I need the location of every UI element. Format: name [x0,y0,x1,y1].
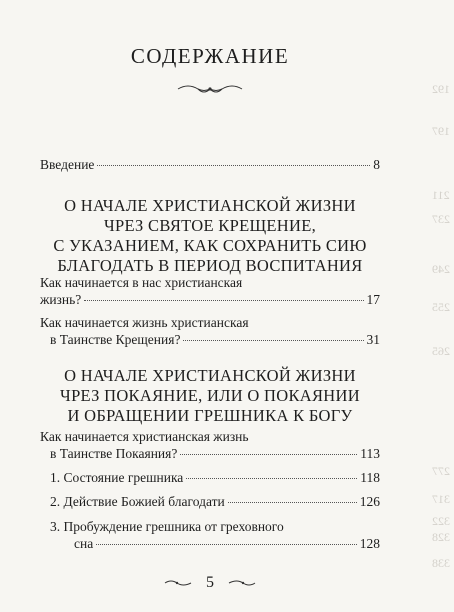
toc-entry[interactable] [40,493,380,510]
section-heading-2 [40,366,380,426]
toc-page-number: 128 [359,536,380,551]
toc-entry-text: в Таинстве Крещения? [50,332,181,347]
page-footer [40,574,380,592]
toc-entry-text: сна [74,536,94,551]
toc-entry[interactable] [40,469,380,486]
ghost-number: 277 [432,464,450,478]
section-heading-line: И ОБРАЩЕНИИ ГРЕШНИКА К БОГУ [67,406,353,425]
leader-dots [180,454,357,455]
toc-entry-text: 1. Состояние грешника [50,470,184,485]
ghost-number: 338 [432,556,450,570]
toc-page-number: 17 [366,292,380,307]
leader-dots [96,544,357,545]
toc-entry[interactable] [40,518,380,552]
toc-entry[interactable] [40,314,380,348]
toc-page-number: 118 [360,470,380,485]
ghost-number: 192 [432,82,450,96]
leader-dots [183,340,363,341]
toc-entry-text: Как начинается христианская жизнь [40,429,249,444]
toc-entry-intro[interactable] [40,156,380,173]
ghost-number: 317 [432,492,450,506]
ghost-number: 237 [432,212,450,226]
leader-dots [228,502,357,503]
toc-entry-text: Введение [40,157,95,172]
ornament-divider-icon [176,83,244,95]
ghost-number: 265 [432,344,450,358]
ghost-number: 255 [432,300,450,314]
ghost-number: 197 [432,124,450,138]
page-title: СОДЕРЖАНИЕ [130,44,290,68]
ghost-number: 211 [432,188,450,202]
ghost-number: 328 [432,530,450,544]
flourish-right-icon [228,579,256,587]
section-heading-1 [40,196,380,276]
leader-dots [84,300,363,301]
section-heading-line: О НАЧАЛЕ ХРИСТИАНСКОЙ ЖИЗНИ [64,366,356,385]
toc-page-number: 8 [373,157,380,172]
toc-entry-text: в Таинстве Покаяния? [50,446,178,461]
section-heading-line: БЛАГОДАТЬ В ПЕРИОД ВОСПИТАНИЯ [57,256,363,275]
leader-dots [97,165,370,166]
bleed-through-numbers [414,0,454,612]
toc-page-number: 113 [360,446,380,461]
section-heading-line: ЧРЕЗ ПОКАЯНИЕ, ИЛИ О ПОКАЯНИИ [60,386,360,405]
section-heading-line: ЧРЕЗ СВЯТОЕ КРЕЩЕНИЕ, [103,216,317,235]
leader-dots [186,478,357,479]
toc-entry-text: 3. Пробуждение грешника от греховного [50,519,284,534]
toc-entry-text: жизнь? [40,292,82,307]
toc-entry-text: 2. Действие Божией благодати [50,494,225,509]
section-heading-line: С УКАЗАНИЕМ, КАК СОХРАНИТЬ СИЮ [53,236,367,255]
toc-entry-text: Как начинается жизнь христианская [40,315,249,330]
toc-page-number: 126 [359,494,380,509]
ghost-number: 249 [432,262,450,276]
toc-entry[interactable] [40,428,380,462]
ghost-number: 322 [432,514,450,528]
flourish-left-icon [164,579,192,587]
toc-page [40,0,380,612]
section-heading-line: О НАЧАЛЕ ХРИСТИАНСКОЙ ЖИЗНИ [64,196,356,215]
toc-entry-text: Как начинается в нас христианская [40,275,243,290]
page-number: 5 [206,574,214,591]
toc-entry[interactable] [40,274,380,308]
toc-page-number: 31 [366,332,380,347]
